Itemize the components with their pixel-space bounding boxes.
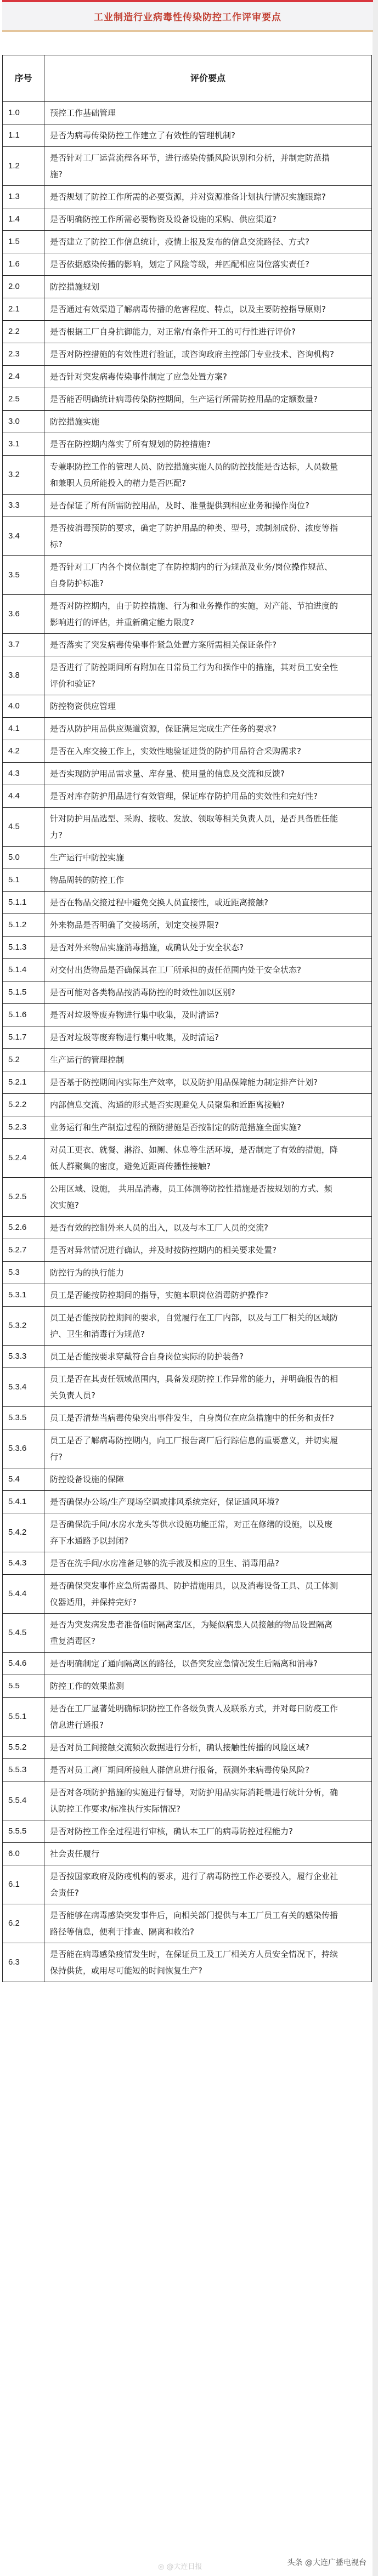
row-number: 5.2.6 — [3, 1217, 44, 1239]
criteria-text: 是否明确防控工作所需必要物资及设备设施的采购、供应渠道? — [44, 208, 372, 231]
table-row — [3, 595, 372, 634]
criteria-text: 是否按国家政府及防疫机构的要求，进行了病毒防控工作必要投入，履行企业社会责任? — [44, 1865, 372, 1904]
table-row — [3, 1759, 372, 1781]
criteria-text: 对员工更衣、就餐、淋浴、如厕、休息等生活环境，是否制定了有效的措施，降低人群聚集的密度，避免近距离传播性接触? — [44, 1139, 372, 1178]
criteria-text: 员工是否能按防控期间的指导，实施本职岗位消毒防护操作? — [44, 1284, 372, 1307]
table-row — [3, 1904, 372, 1943]
table-row — [3, 937, 372, 959]
table-row — [3, 1284, 372, 1307]
table-row — [3, 124, 372, 147]
section-row — [3, 1468, 372, 1491]
row-number: 5.0 — [3, 847, 44, 869]
table-header-row — [3, 55, 372, 102]
table-row — [3, 1346, 372, 1368]
criteria-text: 是否对库存防护用品进行有效管理，保证库存防护用品的实效性和完好性? — [44, 785, 372, 808]
row-number: 2.1 — [3, 298, 44, 321]
section-row — [3, 869, 372, 892]
row-number: 5.5 — [3, 1675, 44, 1698]
criteria-text: 是否通过有效渠道了解病毒传播的危害程度、特点，以及主要防控指导原则? — [44, 298, 372, 321]
table-row — [3, 1491, 372, 1513]
section-row — [3, 276, 372, 298]
criteria-text: 是否从防护用品供应渠道资源，保证满足完成生产任务的要求? — [44, 718, 372, 740]
row-number: 5.3.4 — [3, 1368, 44, 1407]
row-number: 6.3 — [3, 1943, 44, 1982]
row-number: 5.2.2 — [3, 1094, 44, 1116]
table-row — [3, 1026, 372, 1049]
table-row — [3, 1552, 372, 1575]
row-number: 5.1.6 — [3, 1004, 44, 1026]
table-row — [3, 1865, 372, 1904]
row-number: 2.2 — [3, 321, 44, 343]
row-number: 4.0 — [3, 695, 44, 718]
row-number: 5.3.6 — [3, 1429, 44, 1468]
row-number: 3.1 — [3, 433, 44, 456]
table-row — [3, 959, 372, 981]
row-number: 1.5 — [3, 231, 44, 253]
section-row — [3, 695, 372, 718]
table-row — [3, 1368, 372, 1407]
criteria-text: 内部信息交流、沟通的形式是否实现避免人员聚集和近距离接触? — [44, 1094, 372, 1116]
section-title: 防控措施规划 — [44, 276, 372, 298]
row-number: 1.2 — [3, 147, 44, 186]
row-number: 5.4.3 — [3, 1552, 44, 1575]
section-title: 预控工作基础管理 — [44, 102, 372, 124]
table-row — [3, 366, 372, 388]
table-row — [3, 433, 372, 456]
page-title: 工业制造行业病毒性传染防控工作评审要点 — [94, 12, 281, 23]
criteria-text: 是否针对工厂内各个岗位制定了在防控期内的行为规范及业务/岗位操作规范、自身防护标准? — [44, 556, 372, 595]
criteria-text: 是否按消毒预防的要求，确定了防护用品的种类、型号，或制剂成份、浓度等指标? — [44, 517, 372, 556]
row-number: 3.3 — [3, 495, 44, 517]
section-row — [3, 1262, 372, 1284]
table-row — [3, 914, 372, 937]
criteria-text: 是否对各项防护措施的实施进行督导，对防护用品实际消耗量进行统计分析，确认防控工作要求/标准执行实际情况? — [44, 1781, 372, 1820]
table-row — [3, 1614, 372, 1653]
criteria-text: 是否对员工离厂期间所接触人群信息进行报备，预测外来病毒传染风险? — [44, 1759, 372, 1781]
table-row — [3, 1094, 372, 1116]
criteria-text: 是否对防控措施的有效性进行验证，或咨询政府主控部门专业技术、咨询机构? — [44, 343, 372, 366]
criteria-text: 员工是否能按要求穿戴符合自身岗位实际的防护装备? — [44, 1346, 372, 1368]
section-title: 防控工作的效果监测 — [44, 1675, 372, 1698]
row-number: 5.3.3 — [3, 1346, 44, 1368]
table-row — [3, 231, 372, 253]
table-row — [3, 1071, 372, 1094]
row-number: 5.5.4 — [3, 1781, 44, 1820]
criteria-text: 是否为突发病发患者准备临时隔离室/区，为疑似病患人员接触的物品设置隔离重复消毒区? — [44, 1614, 372, 1653]
row-number: 5.5.3 — [3, 1759, 44, 1781]
row-number: 5.2 — [3, 1049, 44, 1071]
row-number: 6.2 — [3, 1904, 44, 1943]
table-row — [3, 1820, 372, 1843]
criteria-text: 是否保证了所有所需防控用品，及时、准量提供到相应业务和操作岗位? — [44, 495, 372, 517]
section-row — [3, 1843, 372, 1865]
section-row — [3, 847, 372, 869]
criteria-text: 是否针对工厂运营流程各环节，进行感染传播风险识别和分析，并制定防范措施? — [44, 147, 372, 186]
section-title: 物品周转的防控工作 — [44, 869, 372, 892]
row-number: 5.2.3 — [3, 1116, 44, 1139]
toutiao-watermark: 头条 @大连广播电视台 — [286, 2557, 368, 2568]
criteria-text: 是否可能对各类物品按消毒防控的时效性加以区别? — [44, 981, 372, 1004]
banner-divider — [2, 30, 373, 32]
row-number: 6.0 — [3, 1843, 44, 1865]
criteria-text: 是否根据工厂自身抗御能力，对正常/有条件开工的可行性进行评价? — [44, 321, 372, 343]
criteria-text: 是否为病毒传染防控工作建立了有效性的管理机制? — [44, 124, 372, 147]
table-row — [3, 1429, 372, 1468]
criteria-text: 外来物品是否明确了交接场所，划定交接界限? — [44, 914, 372, 937]
criteria-text: 是否能够在病毒感染突发事件后，向相关部门提供与本工厂员工有关的感染传播路径等信息，便利于排查、隔离和救治? — [44, 1904, 372, 1943]
table-row — [3, 634, 372, 656]
scrollbar-track[interactable] — [373, 0, 378, 2576]
section-title: 防控措施实施 — [44, 411, 372, 433]
table-row — [3, 495, 372, 517]
table-row — [3, 388, 372, 411]
criteria-text: 是否对防控期内，由于防控措施、行为和业务操作的实施，对产能、节拍进度的影响进行的评估，并重新确定能力限度? — [44, 595, 372, 634]
criteria-text: 是否对异常情况进行确认，并及时按防控期内的相关要求处置? — [44, 1239, 372, 1262]
table-row — [3, 1239, 372, 1262]
table-row — [3, 1004, 372, 1026]
table-row — [3, 1513, 372, 1552]
criteria-text: 是否对员工间接触交流频次数据进行分析，确认接触性传播的风险区域? — [44, 1737, 372, 1759]
column-header-number: 序号 — [3, 55, 44, 102]
table-row — [3, 253, 372, 276]
section-row — [3, 102, 372, 124]
row-number: 2.5 — [3, 388, 44, 411]
criteria-text: 是否基于防控期间内实际生产效率，以及防护用品保障能力制定排产计划? — [44, 1071, 372, 1094]
criteria-text: 是否对垃圾等废弃物进行集中收集，及时清运? — [44, 1026, 372, 1049]
criteria-text: 员工是否清楚当病毒传染突出事件发生，自身岗位在应急措施中的任务和责任? — [44, 1407, 372, 1429]
table-row — [3, 321, 372, 343]
row-number: 4.2 — [3, 740, 44, 763]
row-number: 3.2 — [3, 456, 44, 495]
table-row — [3, 186, 372, 208]
criteria-text: 是否在物品交接过程中避免交换人员直接性，或近距离接触? — [44, 892, 372, 914]
row-number: 5.1.5 — [3, 981, 44, 1004]
section-title: 防控行为的执行能力 — [44, 1262, 372, 1284]
criteria-text: 是否对防控工作全过程进行审核，确认本工厂的病毒防控过程能力? — [44, 1820, 372, 1843]
table-row — [3, 1943, 372, 1982]
criteria-text: 公用区域、设施， 共用品消毒，员工体测等防控性措施是否按规划的方式、频次实施? — [44, 1178, 372, 1217]
section-row — [3, 1049, 372, 1071]
row-number: 5.1.4 — [3, 959, 44, 981]
row-number: 5.3.1 — [3, 1284, 44, 1307]
criteria-text: 对交付出货物品是否确保其在工厂所承担的责任范围内处于安全状态? — [44, 959, 372, 981]
criteria-text: 是否明确制定了通向隔离区的路径，以备突发应急情况发生后隔离和消毒? — [44, 1653, 372, 1675]
row-number: 5.5.5 — [3, 1820, 44, 1843]
row-number: 1.3 — [3, 186, 44, 208]
row-number: 5.4.2 — [3, 1513, 44, 1552]
weibo-watermark: ◎ @大连日报 — [158, 2563, 202, 2571]
table-row — [3, 1116, 372, 1139]
column-header-criteria: 评价要点 — [44, 55, 372, 102]
table-row — [3, 1178, 372, 1217]
table-row — [3, 1781, 372, 1820]
row-number: 1.1 — [3, 124, 44, 147]
section-row — [3, 411, 372, 433]
row-number: 1.6 — [3, 253, 44, 276]
row-number: 5.4.5 — [3, 1614, 44, 1653]
row-number: 2.3 — [3, 343, 44, 366]
criteria-text: 员工是否在其责任领域范围内，具备发现防控工作异常的能力，并明确报告的相关负责人员? — [44, 1368, 372, 1407]
criteria-text: 业务运行和生产制造过程的预防措施是否按制定的防范措施全面实施? — [44, 1116, 372, 1139]
table-row — [3, 208, 372, 231]
row-number: 3.5 — [3, 556, 44, 595]
row-number: 5.2.7 — [3, 1239, 44, 1262]
table-row — [3, 1653, 372, 1675]
row-number: 3.8 — [3, 656, 44, 695]
row-number: 5.4.6 — [3, 1653, 44, 1675]
criteria-text: 是否在洗手间/水房准备足够的洗手液及相应的卫生、消毒用品? — [44, 1552, 372, 1575]
row-number: 5.3.5 — [3, 1407, 44, 1429]
section-title: 社会责任履行 — [44, 1843, 372, 1865]
criteria-text: 是否有效的控制外来人员的出入，以及与本工厂人员的交流? — [44, 1217, 372, 1239]
row-number: 2.4 — [3, 366, 44, 388]
table-row — [3, 517, 372, 556]
row-number: 5.1 — [3, 869, 44, 892]
row-number: 2.0 — [3, 276, 44, 298]
row-number: 3.6 — [3, 595, 44, 634]
criteria-text: 是否依据感染传播的影响，划定了风险等级，并匹配相应岗位落实责任? — [44, 253, 372, 276]
criteria-text: 员工是否能按防控期间的要求，自觉履行在工厂内部，以及与工厂相关的区域防护、卫生和消毒行为规范? — [44, 1307, 372, 1346]
row-number: 4.1 — [3, 718, 44, 740]
row-number: 5.4 — [3, 1468, 44, 1491]
weibo-icon: ◎ — [158, 2563, 167, 2571]
row-number: 3.0 — [3, 411, 44, 433]
row-number: 1.0 — [3, 102, 44, 124]
table-row — [3, 1575, 372, 1614]
criteria-text: 是否建立了防控工作信息统计，疫情上报及发布的信息交流路径、方式? — [44, 231, 372, 253]
table-row — [3, 1407, 372, 1429]
row-number: 5.2.1 — [3, 1071, 44, 1094]
criteria-text: 是否确保办公场/生产现场空调或排风系统完好，保证通风环境? — [44, 1491, 372, 1513]
section-title: 生产运行的管理控制 — [44, 1049, 372, 1071]
table-row — [3, 1139, 372, 1178]
row-number: 5.2.4 — [3, 1139, 44, 1178]
criteria-text: 是否能否明确统计病毒传染防控期间，生产运行所需防控用品的定额数量? — [44, 388, 372, 411]
row-number: 5.1.7 — [3, 1026, 44, 1049]
table-row — [3, 785, 372, 808]
row-number: 1.4 — [3, 208, 44, 231]
row-number: 5.4.4 — [3, 1575, 44, 1614]
table-row — [3, 298, 372, 321]
criteria-text: 是否确保洗手间/水房水龙头等供水设施功能正常，对正在修缮的设施，以及废弃下水通路予以封闭? — [44, 1513, 372, 1552]
row-number: 4.3 — [3, 763, 44, 785]
table-row — [3, 1307, 372, 1346]
table-row — [3, 456, 372, 495]
row-number: 5.4.1 — [3, 1491, 44, 1513]
table-row — [3, 147, 372, 186]
section-title: 防控设备设施的保障 — [44, 1468, 372, 1491]
row-number: 5.5.2 — [3, 1737, 44, 1759]
row-number: 5.3.2 — [3, 1307, 44, 1346]
criteria-text: 是否进行了防控期间所有附加在日常员工行为和操作中的措施，其对员工安全性评价和验证? — [44, 656, 372, 695]
row-number: 5.5.1 — [3, 1698, 44, 1737]
criteria-text: 是否对外来物品实施消毒措施，或确认处于安全状态? — [44, 937, 372, 959]
section-title: 防控物资供应管理 — [44, 695, 372, 718]
criteria-text: 是否确保突发事件应急所需器具、防护措施用具，以及消毒设备工具、员工体测仪器适用，并保持完好? — [44, 1575, 372, 1614]
table-row — [3, 1698, 372, 1737]
row-number: 5.1.3 — [3, 937, 44, 959]
section-title: 生产运行中防控实施 — [44, 847, 372, 869]
table-row — [3, 718, 372, 740]
criteria-text: 是否实现防护用品需求量、库存量、使用量的信息及交流和反馈? — [44, 763, 372, 785]
table-row — [3, 740, 372, 763]
criteria-text: 是否能在病毒感染疫情发生时，在保证员工及工厂相关方人员安全情况下，持续保持供货，或用尽可能短的时间恢复生产? — [44, 1943, 372, 1982]
criteria-text: 是否规划了防控工作所需的必要资源，并对资源准备计划执行情况实施跟踪? — [44, 186, 372, 208]
criteria-text: 针对防护用品选型、采购、接收、发放、领取等相关负责人员，是否具备胜任能力? — [44, 808, 372, 847]
row-number: 4.4 — [3, 785, 44, 808]
criteria-table — [2, 55, 372, 1982]
criteria-text: 是否在防控期内落实了所有规划的防控措施? — [44, 433, 372, 456]
criteria-text: 是否针对突发病毒传染事件制定了应急处置方案? — [44, 366, 372, 388]
row-number: 5.1.1 — [3, 892, 44, 914]
table-row — [3, 656, 372, 695]
criteria-text: 员工是否了解病毒防控期内，向工厂报告离厂后行踪信息的重要意义，并切实履行? — [44, 1429, 372, 1468]
table-row — [3, 343, 372, 366]
criteria-text: 是否对垃圾等废弃物进行集中收集，及时清运? — [44, 1004, 372, 1026]
table-row — [3, 763, 372, 785]
table-row — [3, 808, 372, 847]
table-row — [3, 1737, 372, 1759]
criteria-text: 是否在工厂显著处明确标识防控工作各级负责人及联系方式，并对每日防疫工作信息进行通报? — [44, 1698, 372, 1737]
table-row — [3, 556, 372, 595]
row-number: 5.1.2 — [3, 914, 44, 937]
table-row — [3, 892, 372, 914]
row-number: 4.5 — [3, 808, 44, 847]
row-number: 3.7 — [3, 634, 44, 656]
row-number: 5.3 — [3, 1262, 44, 1284]
table-row — [3, 981, 372, 1004]
criteria-text: 是否在入库交接工作上，实效性地验证进货的防护用品符合采购需求? — [44, 740, 372, 763]
table-body — [3, 102, 372, 1982]
row-number: 5.2.5 — [3, 1178, 44, 1217]
criteria-text: 专兼职防控工作的管理人员、防控措施实施人员的防控技能是否达标，人员数量和兼职人员所能投入的精力是否匹配? — [44, 456, 372, 495]
table-row — [3, 1217, 372, 1239]
title-banner — [2, 0, 373, 32]
criteria-text: 是否落实了突发病毒传染事件紧急处置方案所需相关保证条件? — [44, 634, 372, 656]
row-number: 3.4 — [3, 517, 44, 556]
row-number: 6.1 — [3, 1865, 44, 1904]
section-row — [3, 1675, 372, 1698]
